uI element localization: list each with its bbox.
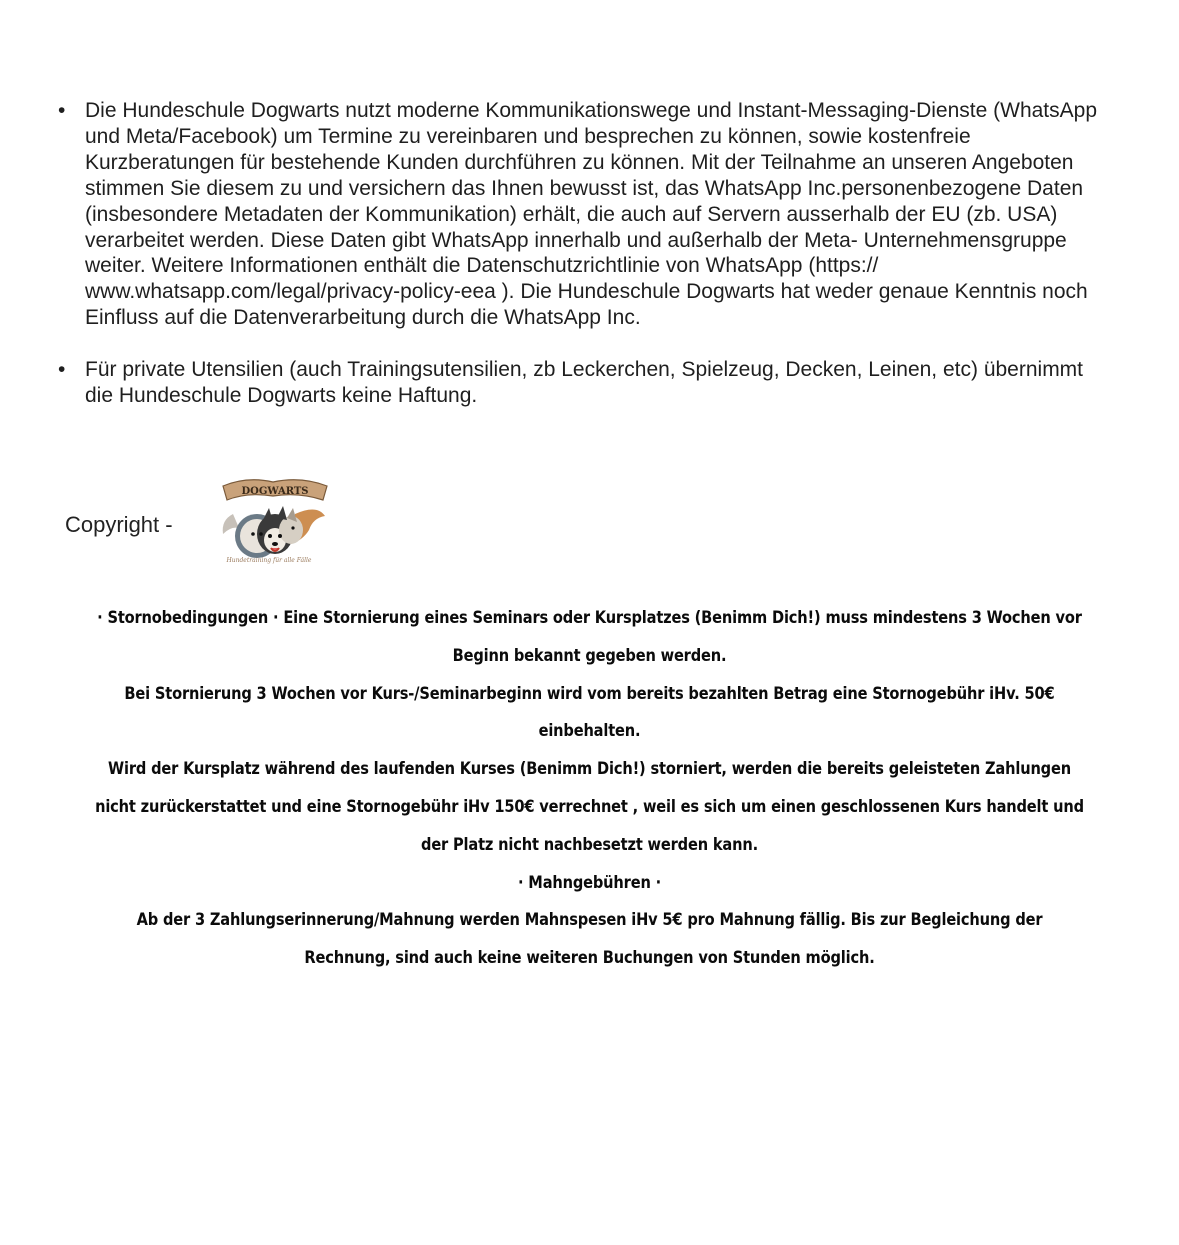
bullet-text-liability: Für private Utensilien (auch Trainingsutensilien, zb Leckerchen, Spielzeug, Decken, Leinen, etc) übernimmt die Hundeschule Dogwarts keine Haftung.: [85, 358, 1084, 408]
terms-bullet-list: [58, 98, 1108, 435]
policy-line-cancellation-fee: Bei Stornierung 3 Wochen vor Kurs-/Seminarbeginn wird vom bereits bezahlten Betrag eine Stornogebühr iHv. 50€ einbehalten.: [124, 683, 1055, 742]
logo-tagline: Hundetraining für alle Fälle: [226, 557, 312, 564]
policy-line-running-course: Wird der Kursplatz während des laufenden Kurses (Benimm Dich!) storniert, werden die bereits geleisteten Zahlungen nicht zurückerstattet und eine Stornogebühr iHv 150€ verrechnet , weil es sich um einen geschlossenen Kurs handelt und der Platz nicht nachbesetzt werden kann.: [95, 759, 1084, 855]
bullet-liability-notice: [58, 357, 1108, 409]
bullet-dot: •: [58, 358, 66, 382]
cancellation-policy: [93, 600, 1086, 978]
copyright-label: Copyright -: [65, 512, 173, 537]
logo-wordmark: DOGWARTS: [241, 486, 309, 497]
policy-line-cancellation: · Stornobedingungen · Eine Stornierung eines Seminars oder Kursplatzes (Benimm Dich!) muss mindestens 3 Wochen vor Beginn bekannt gegeben werden.: [97, 608, 1082, 666]
bullet-dot: •: [58, 99, 66, 122]
copyright-row: [65, 470, 385, 580]
policy-heading-dunning: · Mahngebühren ·: [518, 872, 661, 893]
policy-line-dunning-fees: Ab der 3 Zahlungserinnerung/Mahnung werden Mahnspesen iHv 5€ pro Mahnung fällig. Bis zur Begleichung der Rechnung, sind auch keine weiteren Buchungen von Stunden möglich.: [136, 910, 1043, 969]
bullet-whatsapp-notice: [58, 98, 1108, 331]
bullet-text-whatsapp: Die Hundeschule Dogwarts nutzt moderne Kommunikationswege und Instant-Messaging-Dienste (WhatsApp und Meta/Facebook) um Termine zu vereinbaren und besprechen zu können, sowie kostenfreie Kurzberatungen für bestehende Kunden durchführen zu können. Mit der Teilnahme an unseren Angeboten stimmen Sie diesem zu und versichern das Ihnen bewusst ist, das WhatsApp Inc.personenbezogene Daten (insbesondere Metadaten der Kommunikation) erhält, die auch auf Servern ausserhalb der EU (zb. USA) verarbeitet werden. Diese Daten gibt WhatsApp innerhalb und außerhalb der Meta- Unternehmensgruppe weiter. Weitere Informationen enthält die Datenschutzrichtlinie von WhatsApp (https:// www.whatsapp.com/legal/privacy-policy-eea ). Die Hundeschule Dogwarts hat weder genaue Kenntnis noch Einfluss auf die Datenverarbeitung durch die WhatsApp Inc.: [85, 99, 1098, 330]
